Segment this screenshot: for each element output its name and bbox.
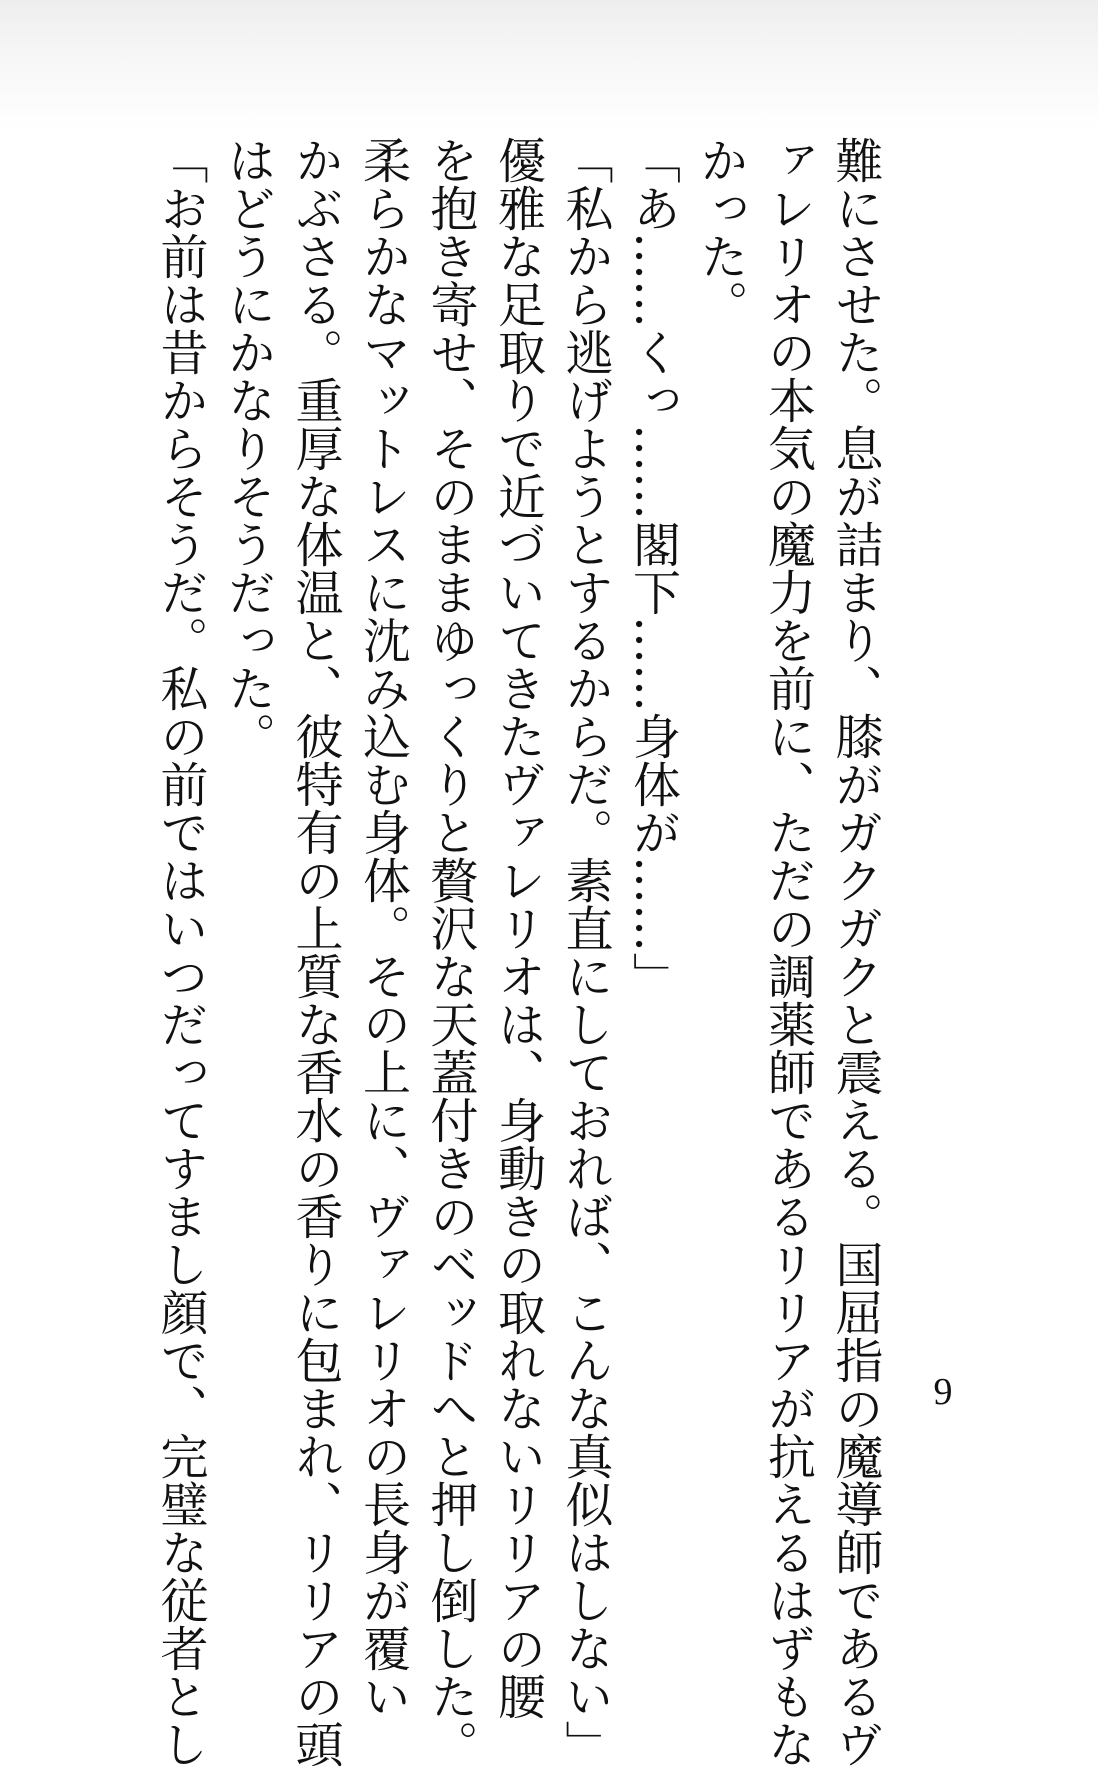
text-line: 柔らかなマットレスに沈み込む身体。その上に、ヴァレリオの長身が覆い <box>354 136 411 1720</box>
text-line: はどうにかなりそうだった。 <box>219 136 276 760</box>
page-top-shadow <box>0 0 1098 130</box>
novel-body-text <box>146 136 889 1768</box>
text-line: 「あ……くっ……閣下……身体が……」 <box>624 136 681 1000</box>
text-line: 「私から逃げようとするからだ。素直にしておれば、こんな真似はしない」 <box>557 136 613 1768</box>
text-line: ァレリオの本気の魔力を前に、ただの調薬師であるリリアが抗えるはずもな <box>759 136 816 1768</box>
text-line: 難にさせた。息が詰まり、膝がガクガクと震える。国屈指の魔導師であるヴ <box>827 136 883 1768</box>
text-line: を抱き寄せ、そのままゆっくりと贅沢な天蓋付きのベッドへと押し倒した。 <box>422 136 478 1768</box>
page-number: 9 <box>933 1371 953 1413</box>
text-line: かぶさる。重厚な体温と、彼特有の上質な香水の香りに包まれ、リリアの頭 <box>287 136 343 1768</box>
text-line: かった。 <box>692 136 748 328</box>
text-line: 優雅な足取りで近づいてきたヴァレリオは、身動きの取れないリリアの腰 <box>489 136 546 1720</box>
text-line: 「お前は昔からそうだ。私の前ではいつだってすまし顔で、完璧な従者とし <box>152 136 208 1768</box>
